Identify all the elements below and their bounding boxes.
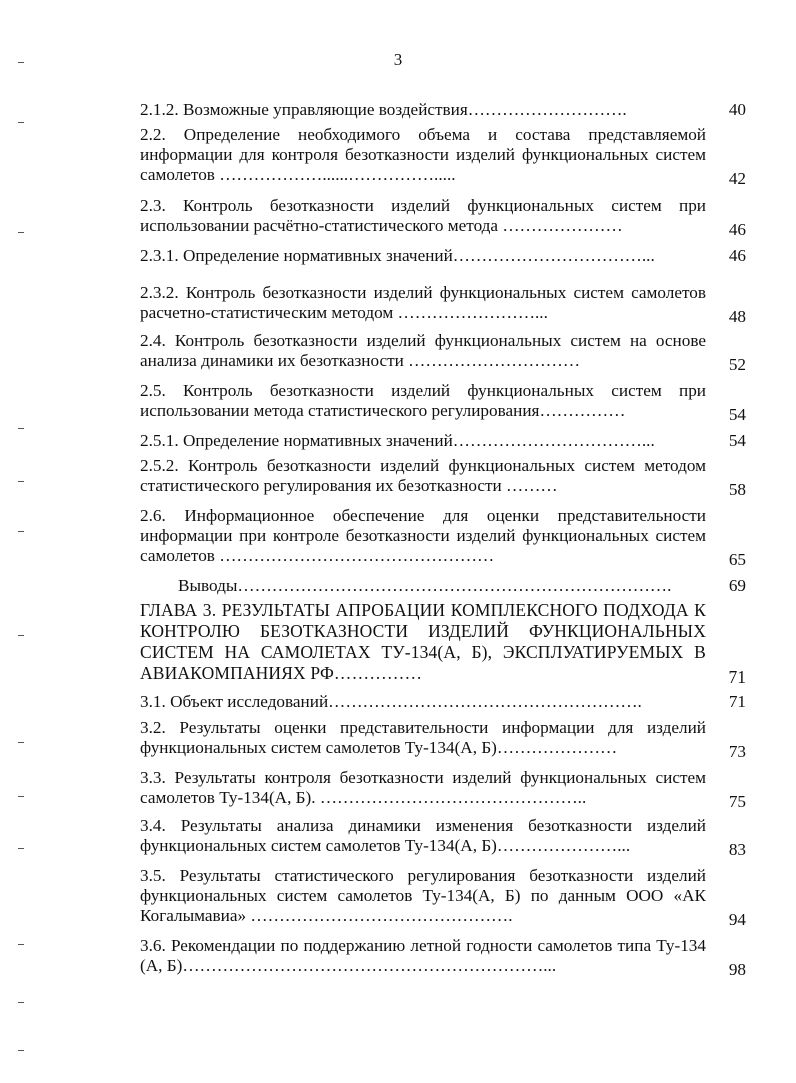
toc-entry-page: 98 [728,960,746,979]
toc-entry-conclusions [140,576,746,596]
toc-entry-page: 48 [728,307,746,326]
toc-entry-3-2 [140,718,746,761]
toc-entry-text: 3.1. Объект исследований………………………………………………. [140,692,642,711]
scan-edge-mark [18,62,24,63]
toc-entry-page: 94 [728,910,746,929]
toc-entry-page: 75 [728,792,746,811]
toc-entry-2-5 [140,381,746,424]
toc-entry-page: 54 [728,405,746,424]
scan-edge-mark [18,122,24,123]
toc-entry-text: 3.2. Результаты оценки представительности информации для изделий функциональных систем самолетов Ту-134(А, Б)………………… [140,718,706,757]
toc-entry-page: 42 [728,169,746,188]
toc-entry-chapter-3 [140,600,746,687]
toc-entry-page: 54 [728,431,746,450]
toc-entry-text: 2.2. Определение необходимого объема и состава представляемой информации для контроля безотказности изделий функциональных систем самолетов ………………......……………..... [140,125,706,184]
scan-edge-mark [18,1050,24,1051]
scan-edge-mark [18,635,24,636]
scan-edge-mark [18,848,24,849]
toc-entry-3-6 [140,936,746,979]
toc-entry-text: 3.4. Результаты анализа динамики изменения безотказности изделий функциональных систем самолетов Ту-134(А, Б)…………………... [140,816,706,855]
toc-entry-page: 46 [728,246,746,265]
scan-edge-mark [18,428,24,429]
toc-entry-text: 2.1.2. Возможные управляющие воздействия………………………. [140,100,627,119]
toc-entry-text: 2.5.2. Контроль безотказности изделий функциональных систем методом статистического регулирования их безотказности ……… [140,456,706,495]
toc-entry-page: 65 [728,550,746,569]
toc-entry-2-1-2 [140,100,746,120]
toc-entry-2-3-2 [140,283,746,326]
toc-entry-page: 52 [728,355,746,374]
toc-entry-3-3 [140,768,746,811]
toc-entry-text: 2.3. Контроль безотказности изделий функциональных систем при использовании расчётно-статистического метода ………………… [140,196,706,235]
toc-entry-text: 2.5. Контроль безотказности изделий функциональных систем при использовании метода статистического регулирования…………… [140,381,706,420]
toc-entry-text: 2.4. Контроль безотказности изделий функциональных систем на основе анализа динамики их безотказности ………………………… [140,331,706,370]
scan-edge-mark [18,232,24,233]
toc-entry-3-4 [140,816,746,859]
toc-entry-3-5 [140,866,746,929]
toc-entry-text: 2.5.1. Определение нормативных значений……………………………... [140,431,655,450]
toc-entry-text: ГЛАВА 3. РЕЗУЛЬТАТЫ АПРОБАЦИИ КОМПЛЕКСНОГО ПОДХОДА К КОНТРОЛЮ БЕЗОТКАЗНОСТИ ИЗДЕЛИЙ ФУНКЦИОНАЛЬНЫХ СИСТЕМ НА САМОЛЕТАХ ТУ-134(А, Б), ЭКСПЛУАТИРУЕМЫХ В АВИАКОМПАНИЯХ РФ…………… [140,600,706,683]
toc-entry-2-3-1 [140,246,746,266]
scan-edge-mark [18,531,24,532]
page-number: 3 [393,50,403,69]
toc-entry-2-6 [140,506,746,569]
toc-entry-text: 3.3. Результаты контроля безотказности изделий функциональных систем самолетов Ту-134(А, Б). ……………………………………….. [140,768,706,807]
toc-entry-text: Выводы…………………………………………………………………. [178,576,672,595]
toc-entry-text: 2.3.1. Определение нормативных значений……………………………... [140,246,655,265]
toc-entry-text: 3.5. Результаты статистического регулирования безотказности изделий функциональных систем самолетов Ту-134(А, Б) по данным ООО «АК Когалымавиа» ………………………………………. [140,866,706,925]
scan-edge-mark [18,1002,24,1003]
toc-entry-text: 2.6. Информационное обеспечение для оценки представительности информации при контроле безотказности изделий функциональных систем самолетов ………………………………………… [140,506,706,565]
toc-entry-3-1 [140,692,746,712]
toc-entry-page: 58 [728,480,746,499]
toc-entry-page: 46 [728,220,746,239]
toc-entry-2-5-2 [140,456,746,499]
toc-entry-page: 71 [728,692,746,711]
toc-entry-2-3 [140,196,746,239]
toc-entry-page: 73 [728,742,746,761]
toc-entry-text: 2.3.2. Контроль безотказности изделий функциональных систем самолетов расчетно-статистическим методом ……………………... [140,283,706,322]
scan-edge-mark [18,742,24,743]
scan-edge-mark [18,796,24,797]
toc-entry-page: 71 [728,667,746,687]
scan-edge-mark [18,481,24,482]
toc-entry-2-2 [140,125,746,188]
toc-entry-2-5-1 [140,431,746,451]
toc-entry-page: 83 [728,840,746,859]
toc-entry-2-4 [140,331,746,374]
toc-entry-text: 3.6. Рекомендации по поддержанию летной годности самолетов типа Ту-134 (А, Б)………………………………………………………... [140,936,706,975]
toc-entry-page: 69 [728,576,746,595]
scan-edge-mark [18,944,24,945]
toc-entry-page: 40 [728,100,746,119]
